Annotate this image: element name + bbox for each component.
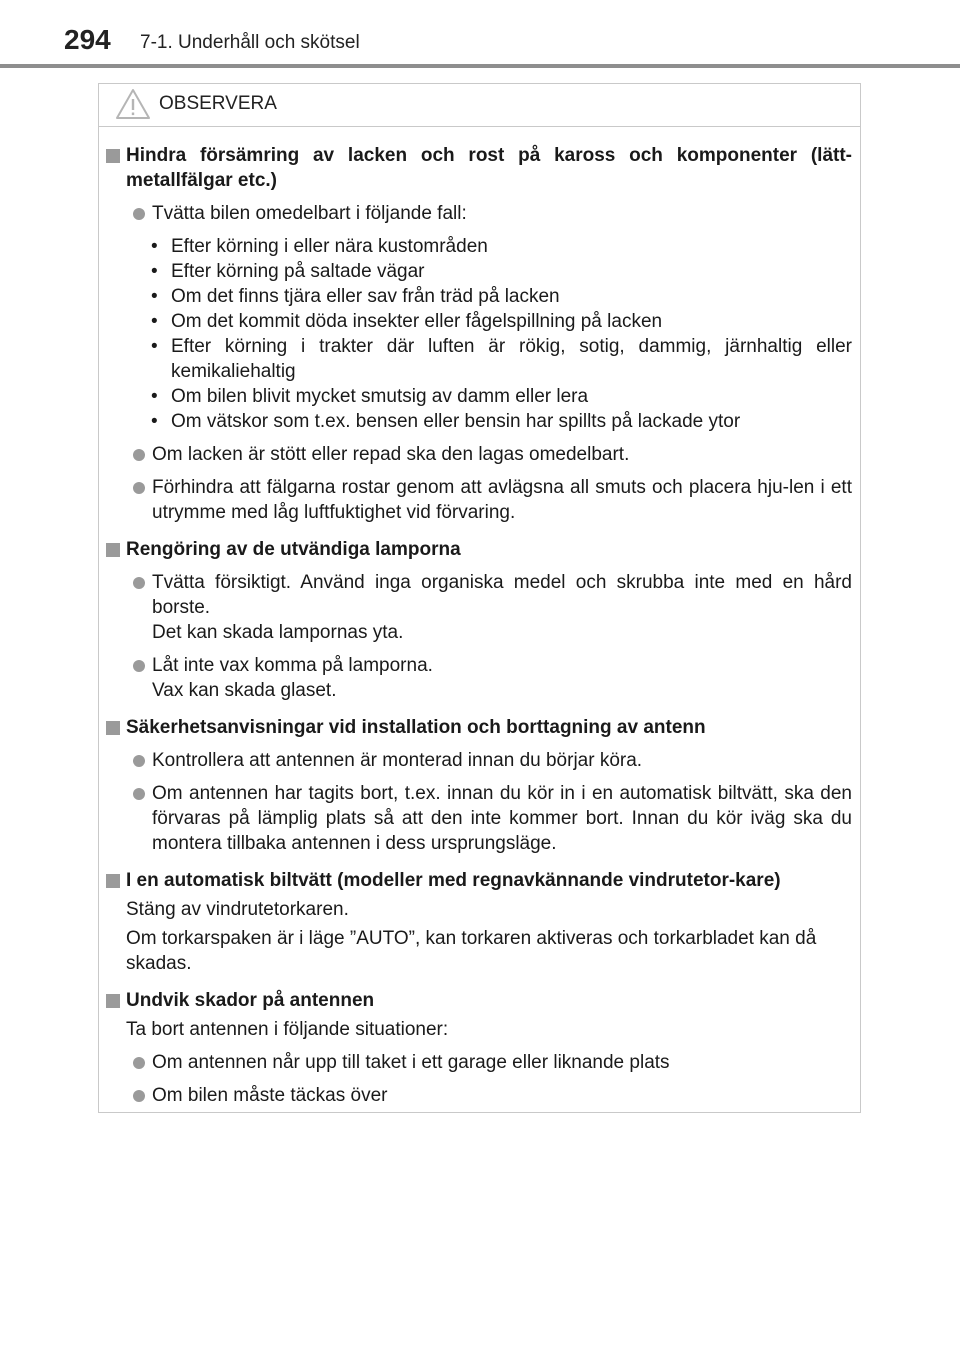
bullet-text: Tvätta bilen omedelbart i följande fall:	[152, 203, 467, 224]
bullet-dot-icon: •	[151, 236, 158, 257]
notice-body	[99, 127, 860, 1108]
bullet-text: Låt inte vax komma på lamporna.	[152, 655, 433, 676]
bullet-dot-icon: •	[151, 386, 158, 407]
bullet-item	[106, 570, 852, 645]
bullet-dot-icon: •	[151, 311, 158, 332]
bullet-item	[106, 475, 852, 525]
section-heading	[106, 988, 852, 1013]
page-header	[0, 0, 960, 70]
bullet-item	[106, 201, 852, 226]
section-heading-text: I en automatisk biltvätt (modeller med regnavkännande vindrutetor-kare)	[126, 870, 781, 891]
warning-triangle-icon	[115, 88, 151, 120]
bullet-item	[106, 653, 852, 703]
section-paragraph: Stäng av vindrutetorkaren.	[126, 899, 349, 920]
section-heading-text: Undvik skador på antennen	[126, 990, 375, 1011]
section-heading	[106, 868, 852, 893]
bullet-text: Om antennen har tagits bort, t.ex. innan du kör in i en automatisk biltvätt, ska den förvaras på lämplig plats så att den inte kommer bort. Innan du kör iväg ska du montera tillbaka antennen i dess ursprungsläge.	[152, 783, 852, 854]
round-bullet-icon	[133, 482, 145, 494]
sub-list-item	[106, 234, 852, 259]
bullet-text: Det kan skada lampornas yta.	[152, 622, 404, 643]
bullet-text: Tvätta försiktigt. Använd inga organiska medel och skrubba inte med en hård borste.	[152, 572, 852, 618]
sub-item-text: Efter körning på saltade vägar	[171, 261, 425, 282]
section-heading	[106, 143, 852, 193]
bullet-dot-icon: •	[151, 286, 158, 307]
square-bullet-icon	[106, 543, 120, 557]
section-paragraph: Ta bort antennen i följande situationer:	[126, 1019, 449, 1040]
sub-item-text: Om det kommit döda insekter eller fågelspillning på lacken	[171, 311, 663, 332]
section-heading-text: Hindra försämring av lacken och rost på kaross och komponenter (lätt-metallfälgar etc.)	[126, 145, 852, 191]
sub-list-item	[106, 284, 852, 309]
notice-header	[99, 84, 860, 127]
round-bullet-icon	[133, 755, 145, 767]
bullet-item	[106, 1083, 852, 1108]
sub-list	[106, 234, 852, 434]
page-number: 294	[64, 24, 111, 55]
section-heading	[106, 537, 852, 562]
section-title: 7-1. Underhåll och skötsel	[140, 32, 360, 53]
round-bullet-icon	[133, 449, 145, 461]
sub-item-text: Om vätskor som t.ex. bensen eller bensin har spillts på lackade ytor	[171, 411, 741, 432]
square-bullet-icon	[106, 721, 120, 735]
section-heading	[106, 715, 852, 740]
bullet-text: Om antennen når upp till taket i ett garage eller liknande plats	[152, 1052, 670, 1073]
bullet-text: Om lacken är stött eller repad ska den lagas omedelbart.	[152, 444, 630, 465]
round-bullet-icon	[133, 577, 145, 589]
square-bullet-icon	[106, 874, 120, 888]
sub-list-item	[106, 334, 852, 384]
round-bullet-icon	[133, 1057, 145, 1069]
bullet-text: Förhindra att fälgarna rostar genom att avlägsna all smuts och placera hju-len i ett utrymme med låg luftfuktighet vid förvaring.	[152, 477, 852, 523]
section-heading-text: Rengöring av de utvändiga lamporna	[126, 539, 461, 560]
bullet-item	[106, 442, 852, 467]
bullet-text: Vax kan skada glaset.	[152, 680, 337, 701]
notice-title: OBSERVERA	[159, 93, 277, 114]
section-paragraph: Om torkarspaken är i läge ”AUTO”, kan torkaren aktiveras och torkarbladet kan då skadas.	[126, 928, 817, 974]
round-bullet-icon	[133, 788, 145, 800]
bullet-item	[106, 781, 852, 856]
bullet-dot-icon: •	[151, 261, 158, 282]
sub-list-item	[106, 384, 852, 409]
round-bullet-icon	[133, 208, 145, 220]
sub-list-item	[106, 409, 852, 434]
bullet-item	[106, 748, 852, 773]
notice-box	[98, 83, 861, 1113]
round-bullet-icon	[133, 1090, 145, 1102]
sub-item-text: Efter körning i trakter där luften är rökig, sotig, dammig, järnhaltig eller kemikaliehaltig	[171, 336, 852, 382]
round-bullet-icon	[133, 660, 145, 672]
section-heading-text: Säkerhetsanvisningar vid installation och borttagning av antenn	[126, 717, 706, 738]
bullet-text: Om bilen måste täckas över	[152, 1085, 388, 1106]
square-bullet-icon	[106, 149, 120, 163]
sub-list-item	[106, 259, 852, 284]
header-divider	[0, 64, 960, 68]
sub-item-text: Om bilen blivit mycket smutsig av damm eller lera	[171, 386, 589, 407]
sub-item-text: Efter körning i eller nära kustområden	[171, 236, 488, 257]
square-bullet-icon	[106, 994, 120, 1008]
bullet-text: Kontrollera att antennen är monterad innan du börjar köra.	[152, 750, 643, 771]
sub-item-text: Om det finns tjära eller sav från träd på lacken	[171, 286, 560, 307]
bullet-item	[106, 1050, 852, 1075]
bullet-dot-icon: •	[151, 411, 158, 432]
sub-list-item	[106, 309, 852, 334]
bullet-dot-icon: •	[151, 336, 158, 357]
